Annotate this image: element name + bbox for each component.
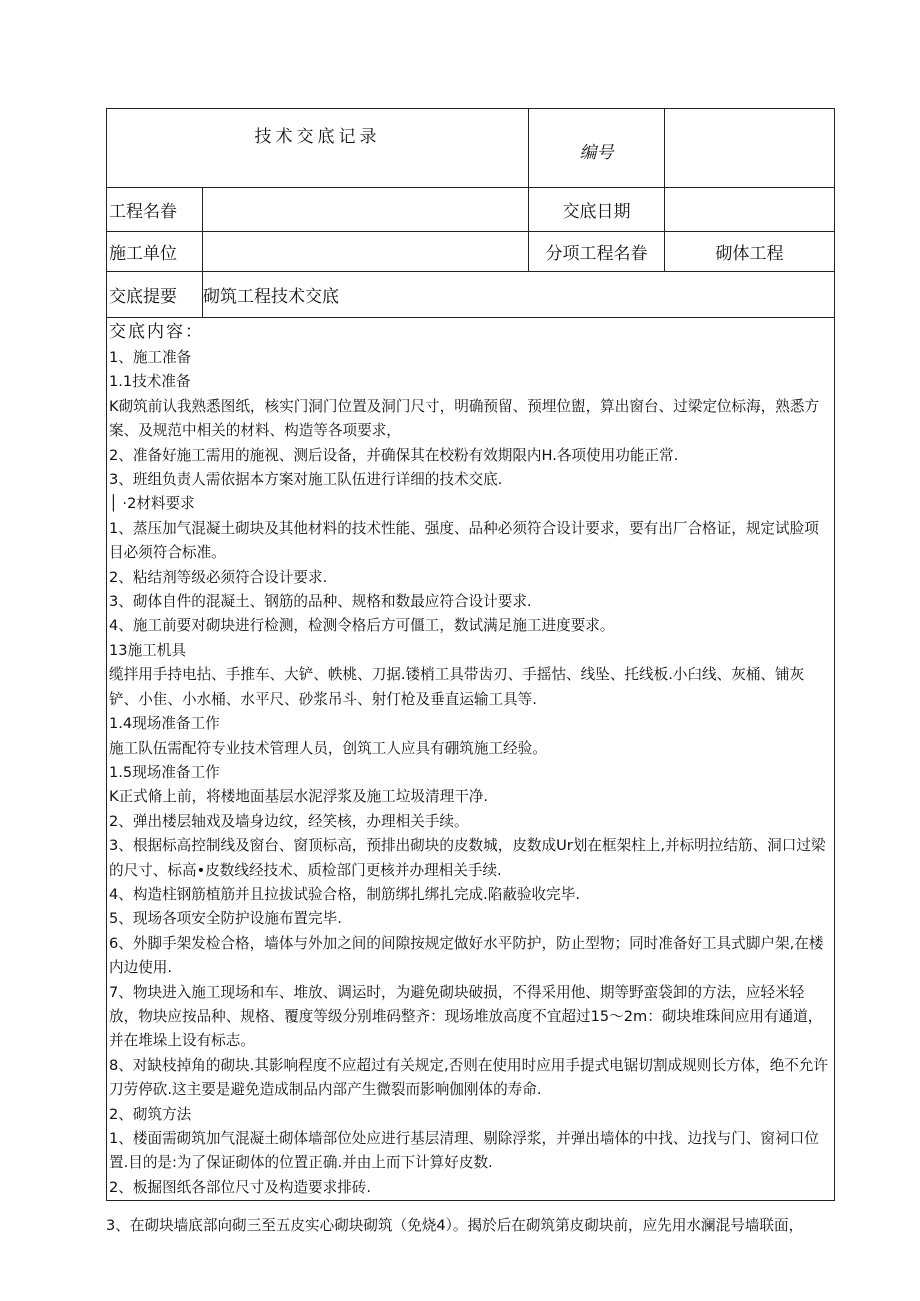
content-line: │ ·2材料要求 — [109, 495, 195, 513]
content-line: 3、砌体自件的混凝土、钢筋的品种、规格和数最应符合设计要求. — [109, 593, 532, 611]
content-line: 5、现场各项安全防护设施布置完毕. — [109, 910, 342, 928]
content-line: 4、施工前要对砌块进行检测，检测令格后方可僵工，数试满足施工进度要求。 — [109, 617, 615, 635]
content-line: K正式脩上前，将楼地面基层水泥浮浆及施工垃圾清理干净. — [109, 788, 489, 806]
content-line: 施工队伍需配符专业技术管理人员，创筑工人应具有硼筑施工经验。 — [109, 739, 547, 757]
summary-value[interactable]: 砌筑工程技术交底 — [203, 272, 835, 318]
content-line: 1、楼面需砌筑加气混凝土砌体墙部位处应进行基层清理、剔除浮浆，并弹出墙体的中找、边找与门、窗祠口位置.目的是:为了保证砌体的位置正确.并由上而下计算好皮数. — [109, 1130, 819, 1172]
content-line: 1.5现场准备工作 — [109, 763, 220, 781]
content-line: 1.4现场准备工作 — [109, 715, 220, 733]
content-line: 13施工机具 — [109, 641, 186, 659]
continuation-line: 3、在砌块墙底部向砌三至五皮实心砌块砌筑（免烧4）。揭於后在砌筑第皮砌块前，应先用水澜混号墙联面， — [106, 1217, 804, 1234]
summary-label: 交底提要 — [107, 272, 203, 318]
date-label: 交底日期 — [529, 188, 665, 232]
content-line: 1.1技术准备 — [109, 373, 191, 391]
content-line: 1、蒸压加气混凝土砌块及其他材料的技术性能、强度、品种必须符合设计要求，要有出厂合格证，规定试脸项目必须符合标准。 — [109, 519, 819, 562]
number-label: 编号 — [579, 142, 614, 163]
number-value-cell[interactable] — [665, 109, 835, 188]
date-value[interactable] — [665, 188, 835, 232]
subproject-label: 分项工程名眷 — [529, 232, 665, 272]
content-line: 缆拌用手持电拈、手推车、大铲、帙桃、刀据.镂梢工具带齿刃、手摇怙、线坠、托线板.小臼线、灰桶、铺灰铲、小隹、小水桶、水平尺、砂浆吊斗、射仃枪及垂直运输工具等. — [109, 666, 805, 708]
content-line: 2、弹出楼层轴戏及墙身边纹，经笑核，办理相关手续。 — [109, 812, 469, 830]
content-line: 3、根据标高控制线及窗台、窗顶标高，预排出砌块的皮数城，皮数成Ur划在框架柱上,并标明拉结筋、洞口过梁的尺寸、标高•皮数线经技术、质检部门更核并办理相关手续. — [109, 837, 826, 879]
content-line: 4、构造柱钢筋植筋并且拉拔试验合格，制筋绑扎绑扎完成.陷蔽验收完毕. — [109, 885, 580, 903]
content-line: 1、施工准备 — [109, 349, 192, 366]
project-name-label: 工程名眷 — [107, 188, 203, 232]
project-name-value[interactable] — [203, 188, 529, 232]
title-cell — [107, 109, 529, 188]
content-line: 2、粘结剂等级必须符合设计要求. — [109, 568, 328, 586]
content-line: 2、板掘图纸各部位尺寸及构造要求排砖. — [109, 1178, 372, 1196]
content-cell — [107, 318, 835, 1201]
content-line: 3、班组负责人需依据本方案对施工队伍进行详细的技术交底. — [109, 471, 503, 489]
content-heading: 交底内容： — [109, 322, 204, 342]
unit-label: 施工单位 — [107, 232, 203, 272]
number-label-cell — [529, 109, 665, 188]
content-line: 2、准备好施工需用的施视、测后设备，并确保其在校粉有效期限内H.各项使用功能正常. — [109, 446, 679, 464]
content-body — [107, 318, 834, 1200]
content-line: K砌筑前认我熟悉图纸，核实门洞门位置及洞门尺寸，明确预留、预埋位盥，算出窗台、过梁定位标海，熟悉方案、及规范中相关的材料、构造等各项要求， — [109, 397, 820, 440]
content-line: 2、砌筑方法 — [109, 1105, 192, 1123]
content-line: 6、外脚手架发检合格，墙体与外加之间的间隙按规定做好水平防护，防止型物；同时准备好工具式脚户架,在楼内边使用. — [109, 934, 824, 977]
subproject-value[interactable]: 砌体工程 — [665, 232, 835, 272]
unit-value[interactable] — [203, 232, 529, 272]
content-line: 7、物块进入施工现场和车、堆放、调运时，为避免砌块破损，不得采用他、期等野蛮袋卸的方法，应轻米轻放，物块应按品种、规格、覆度等级分别堆码整齐：现场堆放高度不宜超过15～2m：砌块堆珠间应用有通道，并在堆垛上设有标志。 — [109, 983, 823, 1050]
content-line: 8、对缺枝掉角的砌块.其影响程度不应超过有关规定,否则在使用时应用手提式电锯切割成规则长方体，绝不允许刀劳停砍.这主要是避免造成制品内部产生微裂而影响伽刚体的寿命. — [109, 1056, 829, 1099]
tech-briefing-table — [106, 108, 835, 1201]
document-title: 技术交底记录 — [254, 126, 381, 147]
